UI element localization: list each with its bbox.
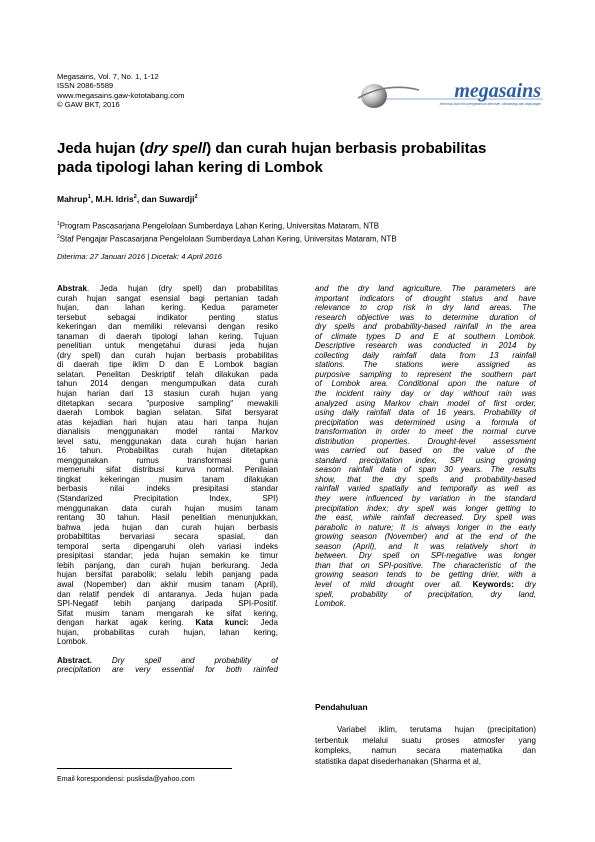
author-name: Suwardji bbox=[159, 194, 195, 204]
abstract-line bbox=[315, 551, 536, 561]
abstrak-line bbox=[57, 303, 278, 313]
abstrak-text: curah hujan sangat esensial bagi pertanian tadah bbox=[57, 293, 278, 303]
keywords-lead: dry bbox=[513, 579, 536, 589]
abstract-text: distribution properties. Drought-level assessment bbox=[315, 436, 536, 446]
kata-kunci-label: Kata kunci: bbox=[195, 618, 249, 628]
abstract-text: relevance to crop risk in dry land areas. The bbox=[315, 303, 536, 313]
abstract-line bbox=[315, 532, 536, 542]
abstract-line bbox=[315, 294, 536, 304]
abstract-line bbox=[315, 570, 536, 580]
abstrak-line bbox=[57, 351, 278, 361]
abstract-text: was carried out based on the value of the bbox=[315, 446, 536, 456]
abstrak-line bbox=[57, 341, 278, 351]
intro-line: kompleks, namun secara matematika dan bbox=[315, 746, 536, 756]
abstract-line bbox=[315, 561, 536, 571]
abstract-text: show, that the dry spells and probability-based bbox=[315, 474, 536, 484]
abstract-line bbox=[315, 590, 536, 600]
abstract-text: Lombok. bbox=[315, 599, 346, 609]
abstrak-text: penelitian untuk mengetahui durasi jeda hujan bbox=[57, 341, 278, 351]
abstrak-text: hujan, dan lahan kering. Kedua parameter bbox=[57, 303, 278, 313]
megasains-logo bbox=[357, 76, 543, 110]
abstract-line bbox=[315, 446, 536, 456]
kata-kunci-lead: Jeda bbox=[248, 618, 278, 628]
abstract-line bbox=[315, 322, 536, 332]
abstract-text: of climate types D and E at southern Lombok. bbox=[315, 331, 536, 341]
abstract-line bbox=[315, 513, 536, 523]
abstrak-text: ditetapkan secara "purposive sampling" mewakili bbox=[57, 398, 278, 408]
abstract-text: dry spells and probability-based rainfall in the area bbox=[315, 322, 536, 332]
author-affiliation-number: 2 bbox=[194, 194, 198, 201]
abstrak-text: probabiltitas bervariasi secara spasial, dan bbox=[57, 532, 278, 542]
abstract-text: the east, while rainfall decreased. Dry spell was bbox=[315, 513, 536, 523]
abstrak-text: tersebut sebagai indikator penting status bbox=[57, 312, 278, 322]
abstrak-line bbox=[57, 570, 278, 580]
abstract-line bbox=[315, 303, 536, 313]
abstrak-text: atas kejadian hari hujan atau hari tanpa hujan bbox=[57, 417, 278, 427]
abstrak-text: tahun 2014 dengan mengumpulkan data curah bbox=[57, 379, 278, 389]
abstract-line bbox=[315, 542, 536, 552]
abstrak-line bbox=[57, 427, 278, 437]
abstrak-text: Lombok. bbox=[57, 637, 88, 647]
abstrak-line bbox=[57, 599, 278, 609]
abstract-text: important indicators of drought status and have bbox=[315, 293, 536, 303]
intro-line: statistika dapat disederhanakan (Sharma et al, bbox=[315, 756, 481, 766]
abstrak-line bbox=[57, 408, 278, 418]
journal-info bbox=[57, 72, 184, 109]
abstract-text: stations. The stations were assigned as bbox=[315, 360, 536, 370]
abstrak-text: menggunakan rumus transformasi guna bbox=[57, 455, 278, 465]
abstract-line bbox=[315, 580, 536, 590]
abstract-text: analyzed using Markov chain model of first order, bbox=[315, 398, 536, 408]
abstract-text: rainfall varied spatially and temporally as well as bbox=[315, 484, 536, 494]
abstract-text: Dry spell and probability of bbox=[91, 655, 278, 665]
abstract-line bbox=[315, 494, 536, 504]
title-fragment: pada tipologi lahan kering di Lombok bbox=[57, 159, 323, 176]
abstract-text: precipitation are very essential for both rainfed bbox=[57, 665, 278, 675]
section-heading-pendahuluan: Pendahuluan bbox=[315, 702, 368, 712]
author-name: M.H. Idris bbox=[95, 194, 134, 204]
corresponding-email: Email korespondensi: puslisda@yahoo.com bbox=[57, 775, 195, 783]
abstract-line bbox=[315, 389, 536, 399]
author-separator: , bbox=[90, 194, 96, 204]
keywords-label: Keywords: bbox=[472, 579, 514, 589]
abstrak-line bbox=[57, 618, 278, 628]
title-line bbox=[57, 139, 547, 158]
abstract-line bbox=[315, 456, 536, 466]
introduction-paragraph bbox=[315, 725, 536, 767]
abstract-text: and the dry land agriculture. The parameters are bbox=[315, 284, 536, 293]
abstrak-text: (Standarized Precipitation Index, SPI) bbox=[57, 494, 278, 504]
abstract-line bbox=[315, 523, 536, 533]
abstrak-line bbox=[57, 370, 278, 380]
abstrak-line bbox=[57, 389, 278, 399]
abstract-line bbox=[315, 399, 536, 409]
title-fragment: ) dan curah hujan berbasis probabilitas bbox=[206, 140, 487, 157]
affiliation-number: 1 bbox=[57, 221, 60, 227]
abstract-line bbox=[57, 656, 278, 666]
abstrak-line bbox=[57, 494, 278, 504]
abstract-text: collecting daily rainfall data from 13 rainfall bbox=[315, 350, 536, 360]
abstrak-text: di daerah tipe iklim D dan E Lombok bagian bbox=[57, 360, 278, 370]
globe-icon bbox=[361, 84, 387, 108]
abstrak-line bbox=[57, 628, 278, 638]
abstract-line bbox=[57, 665, 278, 675]
journal-citation: Megasains, Vol. 7, No. 1, 1-12 bbox=[57, 72, 159, 81]
affiliation-row bbox=[57, 219, 397, 232]
abstrak-line bbox=[57, 294, 278, 304]
abstract-text: of Lombok area. Conditional upon the nature of bbox=[315, 379, 536, 389]
intro-line: terbentuk melalui suatu proses atmosfer yang bbox=[315, 735, 536, 745]
abstrak-text: dengan harkat agak kering. bbox=[57, 618, 196, 628]
abstract-text: parabolic in nature; It is always longer in the early bbox=[315, 522, 536, 532]
abstrak-line bbox=[57, 637, 278, 647]
affiliation-list bbox=[57, 219, 397, 245]
abstrak-line bbox=[57, 360, 278, 370]
affiliation-text: Program Pascasarjana Pengelolaan Sumberdaya Lahan Kering, Universitas Mataram, NTB bbox=[59, 221, 380, 231]
abstrak-text: Sifat musim tanam mengarah ke sifat kering, bbox=[57, 608, 278, 618]
abstract-line bbox=[315, 475, 536, 485]
title-fragment: dry spell bbox=[144, 140, 207, 157]
abstrak-line bbox=[57, 418, 278, 428]
left-column bbox=[57, 284, 278, 675]
abstrak-text: dianalisis menggunakan model rantai Markov bbox=[57, 427, 278, 437]
right-column bbox=[315, 284, 536, 609]
abstrak-line bbox=[57, 561, 278, 571]
abstrak-text: SPI-Negatif lebih panjang daripada SPI-Positif. bbox=[57, 599, 278, 609]
abstract-text: using daily rainfall data of 16 years. Probability of bbox=[315, 408, 536, 418]
abstrak-line bbox=[57, 513, 278, 523]
abstract-text: season rainfall data of span 30 years. The results bbox=[315, 465, 536, 475]
received-printed-dates: Diterima: 27 Januari 2016 | Dicetak: 4 April 2016 bbox=[57, 252, 222, 261]
abstract-text: the incident rainy day or day without rain was bbox=[315, 389, 536, 399]
abstrak-line bbox=[57, 399, 278, 409]
journal-url[interactable]: www.megasains.gaw-kototabang.com bbox=[57, 90, 185, 100]
abstrak-line bbox=[57, 484, 278, 494]
footnote-divider bbox=[57, 768, 232, 769]
abstract-line bbox=[315, 341, 536, 351]
abstrak-line bbox=[57, 437, 278, 447]
abstract-text: spell, probability of precipitation, dry land, bbox=[315, 589, 536, 599]
abstrak-line bbox=[57, 475, 278, 485]
abstract-line bbox=[315, 408, 536, 418]
abstrak-text: selatan. Penelitan Deskriptif telah dilakukan pada bbox=[57, 369, 278, 379]
abstrak-text: daerah Lombok bagian selatan. Sifat bersyarat bbox=[57, 408, 278, 418]
logo-tagline: Informasi dan ilmu pengetahuan atmosfer, klimatologi dan lingkungan bbox=[439, 102, 541, 106]
author-list bbox=[57, 194, 198, 204]
abstrak-text: menggunakan data curah hujan musim tanam bbox=[57, 503, 278, 513]
abstrak-text: berbasis nilai indeks presipitasi standar bbox=[57, 484, 278, 494]
abstract-text: than that on SPI-positive. The characteristic of the bbox=[315, 560, 536, 570]
abstract-text: growing season tends to be getting drier, with a bbox=[315, 570, 536, 580]
abstract-line bbox=[315, 313, 536, 323]
abstract-line bbox=[315, 599, 536, 609]
abstract-text: level of mild drought over all. bbox=[315, 579, 473, 589]
abstrak-line bbox=[57, 284, 278, 294]
abstract-text: Descriptive research was conducted in 2014 by bbox=[315, 341, 536, 351]
abstract-line bbox=[315, 370, 536, 380]
abstrak-text: dan relatif pendek di antaranya. Jeda hujan pada bbox=[57, 589, 278, 599]
abstrak-text: bahwa jeda hujan dan curah hujan berbasis bbox=[57, 522, 278, 532]
author-separator: , dan bbox=[136, 194, 160, 204]
abstrak-text: lebih panjang, dan curah hujan berkurang. Jeda bbox=[57, 560, 278, 570]
article-title bbox=[57, 139, 547, 177]
author-affiliation-number: 2 bbox=[133, 194, 137, 201]
affiliation-text: Staf Pengajar Pascasarjana Pengelolaan Sumberdaya Lahan Kering, Universitas Mataram, NTB bbox=[59, 234, 397, 244]
abstract-text: precipitation index; dry spell was longer getting to bbox=[315, 503, 536, 513]
abstrak-text: temporal serta dipengaruhi oleh variasi indeks bbox=[57, 541, 278, 551]
abstrak-line bbox=[57, 532, 278, 542]
abstract-line bbox=[315, 332, 536, 342]
abstract-text: research objective was to determine duration of bbox=[315, 312, 536, 322]
abstrak-text: hujan harian dari 13 stasiun curah hujan yang bbox=[57, 389, 278, 399]
abstract-line bbox=[315, 284, 536, 294]
abstrak-text: rentang 30 tahun. Hasil penelitian menunjukkan, bbox=[57, 513, 278, 523]
abstrak-label: Abstrak bbox=[57, 284, 87, 293]
abstrak-line bbox=[57, 609, 278, 619]
abstract-text: standard precipitation index, SPI using growing bbox=[315, 455, 536, 465]
abstrak-line bbox=[57, 504, 278, 514]
abstrak-text: presipitasi standar; jeda hujan semakin ke timur bbox=[57, 551, 278, 561]
journal-copyright: © GAW BKT, 2016 bbox=[57, 99, 120, 109]
abstract-text: between. Dry spell on SPI-negative was longer bbox=[315, 551, 536, 561]
abstrak-text: 16 tahun. Probabilitas curah hujan ditetapkan bbox=[57, 446, 278, 456]
abstrak-line bbox=[57, 551, 278, 561]
affiliation-number: 2 bbox=[57, 234, 60, 241]
abstrak-line bbox=[57, 379, 278, 389]
author-name: Mahrup bbox=[57, 194, 88, 204]
abstrak-line bbox=[57, 313, 278, 323]
abstrak-text: (dry spell) dan curah hujan berbasis probabilitas bbox=[57, 350, 278, 360]
abstrak-line bbox=[57, 542, 278, 552]
abstract-text: season (April), and It was relatively short in bbox=[315, 541, 536, 551]
abstrak-line bbox=[57, 580, 278, 590]
abstract-text: they were influenced by variation in the standard bbox=[315, 494, 536, 504]
abstrak-text: memenuhi sifat distribusi kurva normal. Penilaian bbox=[57, 465, 278, 475]
abstrak-line bbox=[57, 456, 278, 466]
abstract-line bbox=[315, 504, 536, 514]
abstract-label: Abstract. bbox=[57, 655, 92, 665]
abstract-line bbox=[315, 484, 536, 494]
title-fragment: Jeda hujan ( bbox=[57, 140, 145, 157]
abstract-line bbox=[315, 427, 536, 437]
abstract-text: growing season (November) and at the end of the bbox=[315, 532, 536, 542]
abstrak-text: tanaman di daerah tipologi lahan kering. Tujuan bbox=[57, 331, 278, 341]
abstrak-line bbox=[57, 446, 278, 456]
abstrak-text: . Jeda hujan (dry spell) dan probabilitas bbox=[86, 284, 278, 293]
author-affiliation-number: 1 bbox=[87, 194, 91, 201]
affiliation-row bbox=[57, 232, 397, 245]
abstract-line bbox=[315, 465, 536, 475]
abstrak-text: hujan, probabilitas curah hujan, lahan kering, bbox=[57, 627, 278, 637]
megasains-logo-graphic bbox=[357, 76, 543, 110]
abstrak-text: tingkat kekeringan musim tanam dilakukan bbox=[57, 474, 278, 484]
paragraph-gap bbox=[57, 647, 278, 656]
abstrak-text: kekeringan dan memiliki relevansi dengan resiko bbox=[57, 322, 278, 332]
intro-line: Variabel iklim, terutama hujan (precipitation) bbox=[337, 725, 536, 734]
abstract-line bbox=[315, 437, 536, 447]
abstrak-text: level satu, menggunakan data curah hujan harian bbox=[57, 436, 278, 446]
logo-wordmark: megasains bbox=[454, 80, 541, 102]
journal-issn: ISSN 2086-5589 bbox=[57, 81, 114, 91]
abstrak-line bbox=[57, 590, 278, 600]
abstrak-line bbox=[57, 465, 278, 475]
abstract-line bbox=[315, 360, 536, 370]
abstract-line bbox=[315, 351, 536, 361]
abstract-text: purposive sampling to represent the southern part bbox=[315, 369, 536, 379]
abstrak-line bbox=[57, 322, 278, 332]
abstrak-line bbox=[57, 523, 278, 533]
abstract-text: precipitation was determined using a formula of bbox=[315, 417, 536, 427]
abstrak-text: awal (Nopember) dan akhir musim tanam (April), bbox=[57, 579, 278, 589]
abstrak-line bbox=[57, 332, 278, 342]
abstrak-text: hujan bersifat parabolik; selalu lebih panjang pada bbox=[57, 570, 278, 580]
abstract-line bbox=[315, 418, 536, 428]
abstract-line bbox=[315, 379, 536, 389]
abstract-text: transformation in order to meet the normal curve bbox=[315, 427, 536, 437]
title-line bbox=[57, 158, 547, 177]
